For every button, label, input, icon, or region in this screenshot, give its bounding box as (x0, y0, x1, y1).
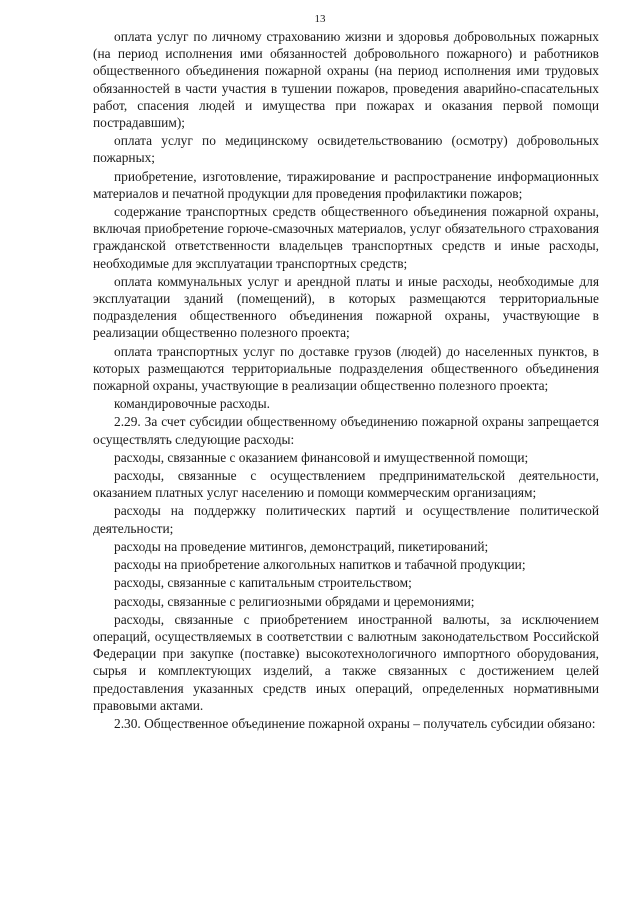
clause-2-29: 2.29. За счет субсидии общественному объединению пожарной охраны запрещается осуществлять следующие расходы: (93, 414, 599, 447)
paragraph-transport-services: оплата транспортных услуг по доставке грузов (людей) до населенных пунктов, в которых размещаются территориальные подразделения общественного объединения пожарной охраны, участвующие в реализации общественно полезного проекта; (93, 343, 599, 394)
paragraph-alcohol-tobacco: расходы на приобретение алкогольных напитков и табачной продукции; (114, 557, 526, 573)
page-number: 13 (314, 13, 326, 25)
paragraph-political-activity: расходы на поддержку политических партий и осуществление политической деятельности; (93, 503, 599, 536)
paragraph-capital-construction: расходы, связанные с капитальным строительством; (114, 575, 412, 591)
paragraph-religious-rites: расходы, связанные с религиозными обрядами и церемониями; (114, 593, 475, 609)
paragraph-rallies: расходы на проведение митингов, демонстраций, пикетирований; (114, 538, 489, 554)
clause-2-30: 2.30. Общественное объединение пожарной охраны – получатель субсидии обязано: (114, 715, 596, 731)
paragraph-travel-expenses: командировочные расходы. (114, 396, 270, 412)
paragraph-insurance-payment: оплата услуг по личному страхованию жизни и здоровья добровольных пожарных (на период исполнения ими обязанностей добровольного пожарного) и работников общественного объединения пожарной охраны (на период исполнения ими трудовых обязанностей в части участия в тушении пожаров, проведения аварийно-спасательных работ, спасения людей и имущества при пожарах и оказания первой помощи пострадавшим); (93, 29, 599, 131)
paragraph-financial-aid: расходы, связанные с оказанием финансовой и имущественной помощи; (114, 449, 529, 465)
paragraph-medical-examination: оплата услуг по медицинскому освидетельствованию (осмотру) добровольных пожарных; (93, 133, 599, 166)
document-body (93, 28, 599, 733)
paragraph-utilities-rent: оплата коммунальных услуг и арендной платы и иные расходы, необходимые для эксплуатации зданий (помещений), в которых размещаются территориальные подразделения общественного объединения пожарной охраны, участвующие в реализации общественно полезного проекта; (93, 273, 599, 341)
paragraph-vehicle-maintenance: содержание транспортных средств общественного объединения пожарной охраны, включая приобретение горюче-смазочных материалов, услуг обязательного страхования гражданской ответственности владельцев транспортных средств и иные расходы, необходимые для эксплуатации транспортных средств; (93, 204, 599, 271)
paragraph-foreign-currency: расходы, связанные с приобретением иностранной валюты, за исключением операций, осуществляемых в соответствии с валютным законодательством Российской Федерации при закупке (поставке) высокотехнологичного импортного оборудования, сырья и комплектующих изделий, а также связанных с достижением целей предоставления указанных средств иных операций, определенных нормативными правовыми актами. (93, 611, 599, 713)
paragraph-business-activity: расходы, связанные с осуществлением предпринимательской деятельности, оказанием платных услуг населению и помощи коммерческим организациям; (93, 468, 599, 501)
paragraph-information-materials: приобретение, изготовление, тиражирование и распространение информационных материалов и печатной продукции для проведения профилактики пожаров; (93, 168, 599, 201)
